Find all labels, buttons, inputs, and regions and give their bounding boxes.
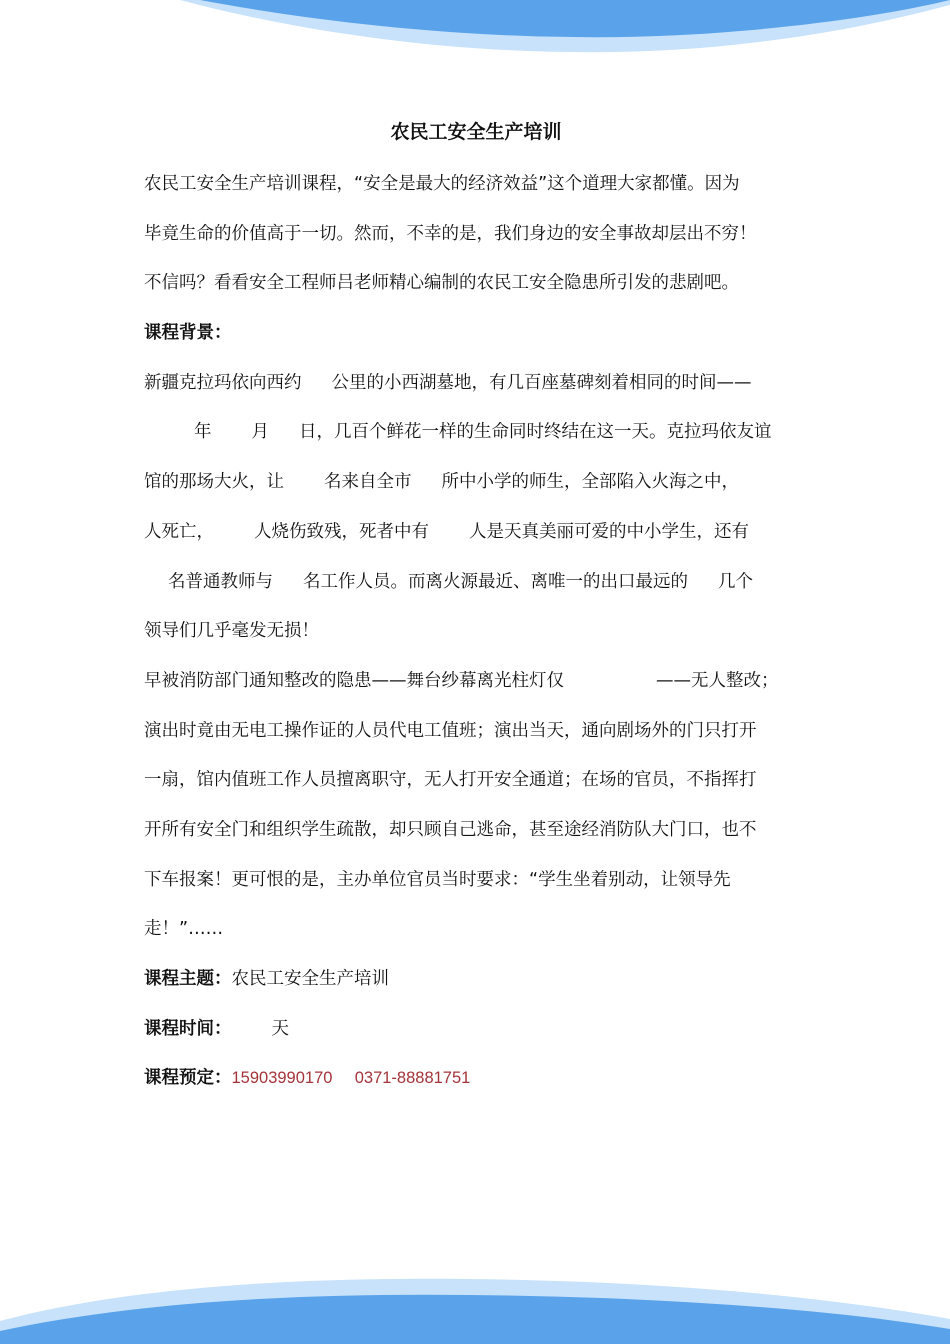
background-text: 所中小学的师生，全部陷入火海之中， xyxy=(441,472,739,493)
bottom-wave-decoration xyxy=(0,1269,950,1344)
document-page xyxy=(144,112,808,1104)
background-text: 年 xyxy=(194,422,212,443)
background-line: 领导们几乎毫发无损！ xyxy=(144,621,319,642)
background-text: 馆的那场大火，让 xyxy=(144,472,284,493)
background-text: 名普通教师与 xyxy=(168,571,273,592)
background-line: 演出时竟由无电工操作证的人员代电工值班；演出当天，通向剧场外的门只打开 xyxy=(144,720,757,741)
intro-line: 不信吗？看看安全工程师吕老师精心编制的农民工安全隐患所引发的悲剧吧。 xyxy=(144,273,739,294)
intro-line: 农民工安全生产培训课程，“安全是最大的经济效益”这个道理大家都懂。因为 xyxy=(144,174,740,194)
background-text: 几个 xyxy=(718,571,753,592)
background-line xyxy=(144,558,808,608)
background-text: 人烧伤致残，死者中有 xyxy=(254,521,429,542)
course-booking-label: 课程预定： xyxy=(144,1068,232,1089)
background-line: 开所有安全门和组织学生疏散，却只顾自己逃命，甚至途经消防队大门口，也不 xyxy=(144,819,757,840)
course-theme-row xyxy=(144,955,808,1005)
course-booking-row xyxy=(144,1054,808,1104)
course-time-value: 天 xyxy=(271,1018,289,1039)
background-text: 人死亡， xyxy=(144,521,214,542)
background-line: 下车报案！更可恨的是，主办单位官员当时要求：“学生坐着别动，让领导先 xyxy=(144,869,731,890)
background-text: 新疆克拉玛依向西约 xyxy=(144,372,302,393)
background-line xyxy=(144,359,808,409)
course-time-row xyxy=(144,1005,808,1055)
course-time-label: 课程时间： xyxy=(144,1018,232,1039)
course-theme-label: 课程主题： xyxy=(144,969,232,989)
background-text: 早被消防部门通知整改的隐患——舞台纱幕离光柱灯仅 xyxy=(144,670,564,691)
background-line xyxy=(144,657,808,707)
background-text: ——无人整改； xyxy=(656,670,779,691)
booking-phone-mobile: 15903990170 xyxy=(231,1069,333,1088)
background-text: 日，几百个鲜花一样的生命同时终结在这一天。克拉玛依友谊 xyxy=(299,422,772,443)
background-line xyxy=(144,508,808,558)
background-line xyxy=(144,458,808,508)
background-text: 名来自全市 xyxy=(324,472,412,493)
background-heading: 课程背景： xyxy=(144,323,232,344)
background-line: 走！”…… xyxy=(144,919,224,940)
booking-phone-landline: 0371-88881751 xyxy=(354,1069,471,1088)
background-text: 月 xyxy=(251,422,269,443)
top-wave-decoration xyxy=(0,0,950,70)
background-line: 一扇，馆内值班工作人员擅离职守，无人打开安全通道；在场的官员，不指挥打 xyxy=(144,770,757,791)
background-text: 人是天真美丽可爱的中小学生，还有 xyxy=(469,521,749,542)
background-line xyxy=(144,408,808,458)
intro-line: 毕竟生命的价值高于一切。然而，不幸的是，我们身边的安全事故却层出不穷！ xyxy=(144,223,757,244)
document-title: 农民工安全生产培训 xyxy=(390,121,562,143)
background-text: 名工作人员。而离火源最近、离唯一的出口最远的 xyxy=(303,571,688,592)
background-text: 公里的小西湖墓地，有几百座墓碑刻着相同的时间—— xyxy=(331,372,752,393)
course-theme-value: 农民工安全生产培训 xyxy=(231,969,389,989)
